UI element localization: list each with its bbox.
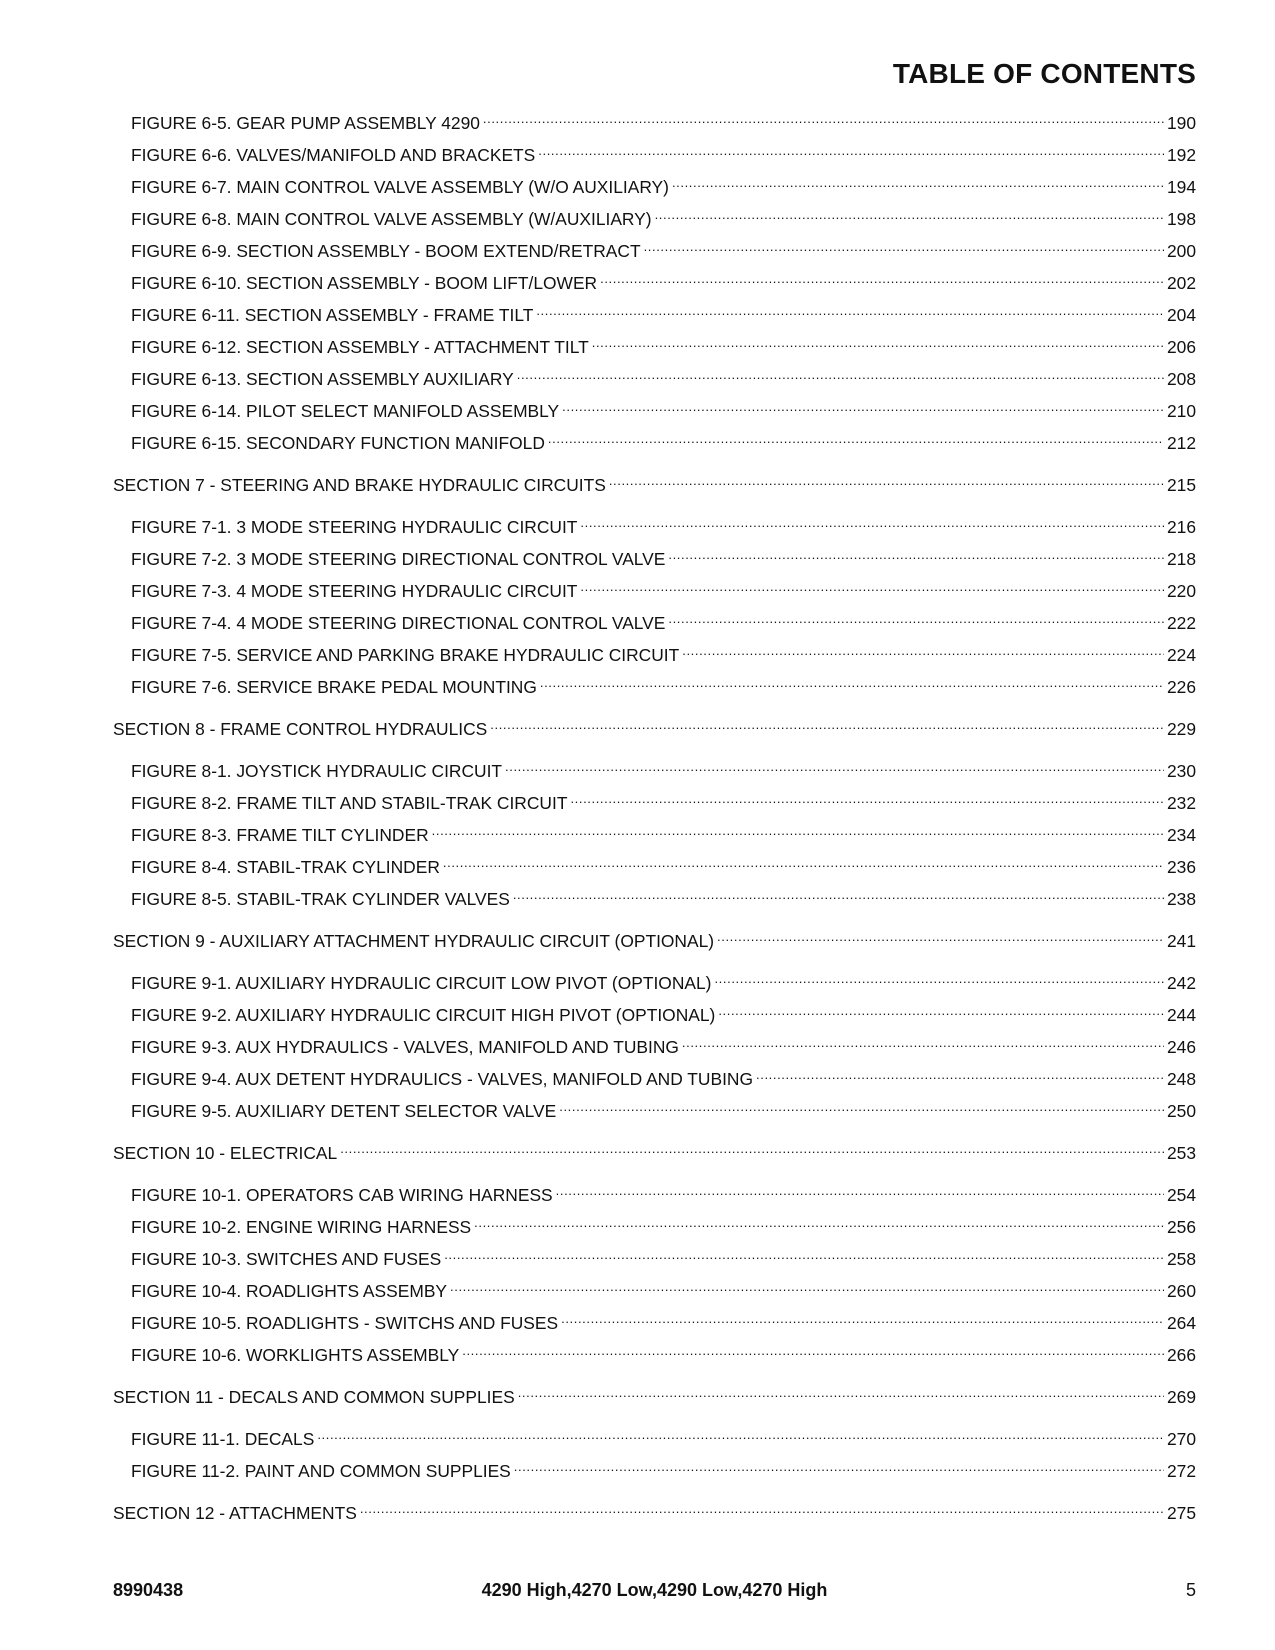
toc-entry-label: FIGURE 7-3. 4 MODE STEERING HYDRAULIC CIRCUIT xyxy=(131,581,578,601)
toc-entry-label: FIGURE 6-6. VALVES/MANIFOLD AND BRACKETS xyxy=(131,145,536,165)
toc-entry-label: FIGURE 6-15. SECONDARY FUNCTION MANIFOLD xyxy=(131,433,545,453)
toc-entry-page: 246 xyxy=(1166,1037,1196,1057)
table-of-contents xyxy=(0,109,1275,1531)
dot-leader xyxy=(644,237,1164,257)
toc-entry[interactable] xyxy=(131,1097,1196,1129)
dot-leader xyxy=(655,205,1164,225)
toc-section-entry[interactable] xyxy=(113,1139,1196,1171)
toc-entry-page: 190 xyxy=(1166,113,1196,133)
footer-models: 4290 High,4270 Low,4290 Low,4270 High xyxy=(481,1580,828,1600)
toc-entry-label: FIGURE 10-6. WORKLIGHTS ASSEMBLY xyxy=(131,1345,460,1365)
toc-entry-label: FIGURE 7-5. SERVICE AND PARKING BRAKE HYDRAULIC CIRCUIT xyxy=(131,645,680,665)
toc-entry-page: 192 xyxy=(1166,145,1196,165)
toc-entry-label: FIGURE 7-6. SERVICE BRAKE PEDAL MOUNTING xyxy=(131,677,537,697)
dot-leader xyxy=(556,1181,1164,1201)
toc-entry[interactable] xyxy=(131,1425,1196,1457)
toc-entry-label: FIGURE 9-1. AUXILIARY HYDRAULIC CIRCUIT LOW PIVOT (OPTIONAL) xyxy=(131,973,712,993)
toc-entry[interactable] xyxy=(131,397,1196,429)
toc-entry-page: 210 xyxy=(1166,401,1196,421)
toc-entry[interactable] xyxy=(131,969,1196,1001)
toc-entry[interactable] xyxy=(131,673,1196,705)
toc-entry[interactable] xyxy=(131,853,1196,885)
dot-leader xyxy=(580,577,1164,597)
toc-entry[interactable] xyxy=(131,109,1196,141)
toc-entry[interactable] xyxy=(131,609,1196,641)
toc-section-entry[interactable] xyxy=(113,927,1196,959)
dot-leader xyxy=(718,1001,1164,1021)
toc-entry-label: FIGURE 11-1. DECALS xyxy=(131,1429,315,1449)
toc-section-entry[interactable] xyxy=(113,471,1196,503)
dot-leader xyxy=(559,1097,1164,1117)
toc-entry-page: 260 xyxy=(1166,1281,1196,1301)
toc-entry-page: 264 xyxy=(1166,1313,1196,1333)
toc-entry-page: 224 xyxy=(1166,645,1196,665)
toc-entry-label: FIGURE 8-4. STABIL-TRAK CYLINDER xyxy=(131,857,440,877)
toc-entry-page: 220 xyxy=(1166,581,1196,601)
toc-entry-page: 272 xyxy=(1166,1461,1196,1481)
toc-section-label: SECTION 9 - AUXILIARY ATTACHMENT HYDRAULIC CIRCUIT (OPTIONAL) xyxy=(113,931,715,951)
toc-entry-label: FIGURE 6-7. MAIN CONTROL VALVE ASSEMBLY (W/O AUXILIARY) xyxy=(131,177,669,197)
toc-entry-page: 250 xyxy=(1166,1101,1196,1121)
toc-section-entry[interactable] xyxy=(113,715,1196,747)
toc-entry-page: 215 xyxy=(1166,475,1196,495)
toc-entry-page: 206 xyxy=(1166,337,1196,357)
dot-leader xyxy=(717,927,1164,947)
toc-entry-page: 242 xyxy=(1166,973,1196,993)
dot-leader xyxy=(682,641,1164,661)
toc-entry-label: FIGURE 10-5. ROADLIGHTS - SWITCHS AND FUSES xyxy=(131,1313,559,1333)
toc-entry-page: 266 xyxy=(1166,1345,1196,1365)
toc-entry-page: 241 xyxy=(1166,931,1196,951)
dot-leader xyxy=(580,513,1164,533)
dot-leader xyxy=(668,609,1164,629)
dot-leader xyxy=(540,673,1164,693)
toc-entry[interactable] xyxy=(131,789,1196,821)
toc-entry-page: 275 xyxy=(1166,1503,1196,1523)
toc-entry-page: 232 xyxy=(1166,793,1196,813)
dot-leader xyxy=(490,715,1164,735)
toc-entry-page: 200 xyxy=(1166,241,1196,261)
toc-entry-page: 202 xyxy=(1166,273,1196,293)
toc-entry[interactable] xyxy=(131,429,1196,461)
toc-entry[interactable] xyxy=(131,1033,1196,1065)
toc-entry-label: FIGURE 6-13. SECTION ASSEMBLY AUXILIARY xyxy=(131,369,514,389)
toc-entry-page: 204 xyxy=(1166,305,1196,325)
toc-entry-page: 236 xyxy=(1166,857,1196,877)
toc-entry[interactable] xyxy=(131,1309,1196,1341)
toc-entry-label: FIGURE 7-2. 3 MODE STEERING DIRECTIONAL CONTROL VALVE xyxy=(131,549,666,569)
toc-entry-label: FIGURE 10-4. ROADLIGHTS ASSEMBY xyxy=(131,1281,448,1301)
toc-entry[interactable] xyxy=(131,205,1196,237)
toc-entry[interactable] xyxy=(131,513,1196,545)
footer-doc-number: 8990438 xyxy=(113,1580,184,1600)
toc-entry[interactable] xyxy=(131,237,1196,269)
toc-entry-page: 244 xyxy=(1166,1005,1196,1025)
toc-entry-label: FIGURE 7-1. 3 MODE STEERING HYDRAULIC CIRCUIT xyxy=(131,517,578,537)
toc-entry-page: 226 xyxy=(1166,677,1196,697)
toc-entry[interactable] xyxy=(131,1341,1196,1373)
toc-entry-label: FIGURE 10-2. ENGINE WIRING HARNESS xyxy=(131,1217,472,1237)
toc-entry[interactable] xyxy=(131,821,1196,853)
page-title: TABLE OF CONTENTS xyxy=(892,58,1196,89)
toc-entry-page: 230 xyxy=(1166,761,1196,781)
dot-leader xyxy=(514,1457,1164,1477)
dot-leader xyxy=(538,141,1164,161)
dot-leader xyxy=(562,397,1164,417)
toc-entry[interactable] xyxy=(131,577,1196,609)
toc-entry-label: FIGURE 9-2. AUXILIARY HYDRAULIC CIRCUIT HIGH PIVOT (OPTIONAL) xyxy=(131,1005,716,1025)
page-footer xyxy=(113,1580,1196,1606)
toc-entry[interactable] xyxy=(131,1245,1196,1277)
dot-leader xyxy=(360,1499,1164,1519)
dot-leader xyxy=(517,365,1164,385)
toc-entry[interactable] xyxy=(131,1277,1196,1309)
toc-entry-page: 229 xyxy=(1166,719,1196,739)
dot-leader xyxy=(483,109,1164,129)
dot-leader xyxy=(672,173,1164,193)
dot-leader xyxy=(513,885,1164,905)
toc-entry-page: 198 xyxy=(1166,209,1196,229)
toc-entry[interactable] xyxy=(131,1213,1196,1245)
toc-entry-page: 258 xyxy=(1166,1249,1196,1269)
toc-entry[interactable] xyxy=(131,1001,1196,1033)
dot-leader xyxy=(536,301,1164,321)
dot-leader xyxy=(714,969,1164,989)
dot-leader xyxy=(444,1245,1164,1265)
toc-entry-page: 212 xyxy=(1166,433,1196,453)
toc-entry-label: FIGURE 6-11. SECTION ASSEMBLY - FRAME TILT xyxy=(131,305,534,325)
toc-section-label: SECTION 10 - ELECTRICAL xyxy=(113,1143,338,1163)
dot-leader xyxy=(668,545,1164,565)
dot-leader xyxy=(443,853,1164,873)
toc-entry-label: FIGURE 11-2. PAINT AND COMMON SUPPLIES xyxy=(131,1461,511,1481)
dot-leader xyxy=(505,757,1164,777)
toc-section-label: SECTION 12 - ATTACHMENTS xyxy=(113,1503,357,1523)
toc-entry-page: 248 xyxy=(1166,1069,1196,1089)
toc-entry-page: 256 xyxy=(1166,1217,1196,1237)
dot-leader xyxy=(317,1425,1164,1445)
toc-entry-page: 208 xyxy=(1166,369,1196,389)
toc-entry-label: FIGURE 8-1. JOYSTICK HYDRAULIC CIRCUIT xyxy=(131,761,503,781)
toc-entry-label: FIGURE 9-5. AUXILIARY DETENT SELECTOR VALVE xyxy=(131,1101,557,1121)
toc-entry[interactable] xyxy=(131,545,1196,577)
dot-leader xyxy=(609,471,1164,491)
footer-page-number: 5 xyxy=(1185,1580,1196,1600)
toc-entry-page: 270 xyxy=(1166,1429,1196,1449)
dot-leader xyxy=(592,333,1164,353)
dot-leader xyxy=(518,1383,1164,1403)
dot-leader xyxy=(432,821,1164,841)
toc-entry[interactable] xyxy=(131,141,1196,173)
toc-section-label: SECTION 8 - FRAME CONTROL HYDRAULICS xyxy=(113,719,488,739)
toc-entry[interactable] xyxy=(131,757,1196,789)
toc-entry[interactable] xyxy=(131,333,1196,365)
dot-leader xyxy=(570,789,1164,809)
toc-entry[interactable] xyxy=(131,1065,1196,1097)
toc-entry-label: FIGURE 10-1. OPERATORS CAB WIRING HARNESS xyxy=(131,1185,553,1205)
toc-section-entry[interactable] xyxy=(113,1383,1196,1415)
toc-entry[interactable] xyxy=(131,885,1196,917)
toc-entry-page: 194 xyxy=(1166,177,1196,197)
dot-leader xyxy=(561,1309,1164,1329)
toc-entry[interactable] xyxy=(131,173,1196,205)
toc-entry-label: FIGURE 6-12. SECTION ASSEMBLY - ATTACHMENT TILT xyxy=(131,337,589,357)
toc-entry-page: 218 xyxy=(1166,549,1196,569)
toc-entry-label: FIGURE 8-3. FRAME TILT CYLINDER xyxy=(131,825,429,845)
dot-leader xyxy=(600,269,1164,289)
toc-entry[interactable] xyxy=(131,641,1196,673)
toc-entry[interactable] xyxy=(131,301,1196,333)
toc-entry-page: 234 xyxy=(1166,825,1196,845)
dot-leader xyxy=(462,1341,1164,1361)
toc-entry-label: FIGURE 7-4. 4 MODE STEERING DIRECTIONAL CONTROL VALVE xyxy=(131,613,666,633)
toc-entry-label: FIGURE 8-5. STABIL-TRAK CYLINDER VALVES xyxy=(131,889,510,909)
toc-section-label: SECTION 11 - DECALS AND COMMON SUPPLIES xyxy=(113,1387,515,1407)
toc-entry-label: FIGURE 8-2. FRAME TILT AND STABIL-TRAK CIRCUIT xyxy=(131,793,568,813)
toc-entry-page: 253 xyxy=(1166,1143,1196,1163)
toc-entry[interactable] xyxy=(131,1181,1196,1213)
toc-entry[interactable] xyxy=(131,269,1196,301)
dot-leader xyxy=(682,1033,1164,1053)
toc-section-label: SECTION 7 - STEERING AND BRAKE HYDRAULIC CIRCUITS xyxy=(113,475,606,495)
toc-entry-label: FIGURE 6-9. SECTION ASSEMBLY - BOOM EXTEND/RETRACT xyxy=(131,241,641,261)
toc-entry-label: FIGURE 6-14. PILOT SELECT MANIFOLD ASSEMBLY xyxy=(131,401,560,421)
toc-entry-page: 269 xyxy=(1166,1387,1196,1407)
toc-entry-label: FIGURE 9-3. AUX HYDRAULICS - VALVES, MANIFOLD AND TUBING xyxy=(131,1037,679,1057)
toc-entry-label: FIGURE 9-4. AUX DETENT HYDRAULICS - VALVES, MANIFOLD AND TUBING xyxy=(131,1069,754,1089)
toc-entry[interactable] xyxy=(131,1457,1196,1489)
toc-entry-label: FIGURE 10-3. SWITCHES AND FUSES xyxy=(131,1249,442,1269)
dot-leader xyxy=(548,429,1164,449)
toc-entry-label: FIGURE 6-5. GEAR PUMP ASSEMBLY 4290 xyxy=(131,113,480,133)
dot-leader xyxy=(756,1065,1164,1085)
toc-entry-label: FIGURE 6-8. MAIN CONTROL VALVE ASSEMBLY (W/AUXILIARY) xyxy=(131,209,652,229)
toc-entry-page: 222 xyxy=(1166,613,1196,633)
toc-entry-page: 254 xyxy=(1166,1185,1196,1205)
toc-entry-page: 216 xyxy=(1166,517,1196,537)
toc-section-entry[interactable] xyxy=(113,1499,1196,1531)
toc-entry[interactable] xyxy=(131,365,1196,397)
toc-entry-label: FIGURE 6-10. SECTION ASSEMBLY - BOOM LIFT/LOWER xyxy=(131,273,598,293)
dot-leader xyxy=(450,1277,1164,1297)
dot-leader xyxy=(474,1213,1164,1233)
dot-leader xyxy=(340,1139,1164,1159)
toc-entry-page: 238 xyxy=(1166,889,1196,909)
